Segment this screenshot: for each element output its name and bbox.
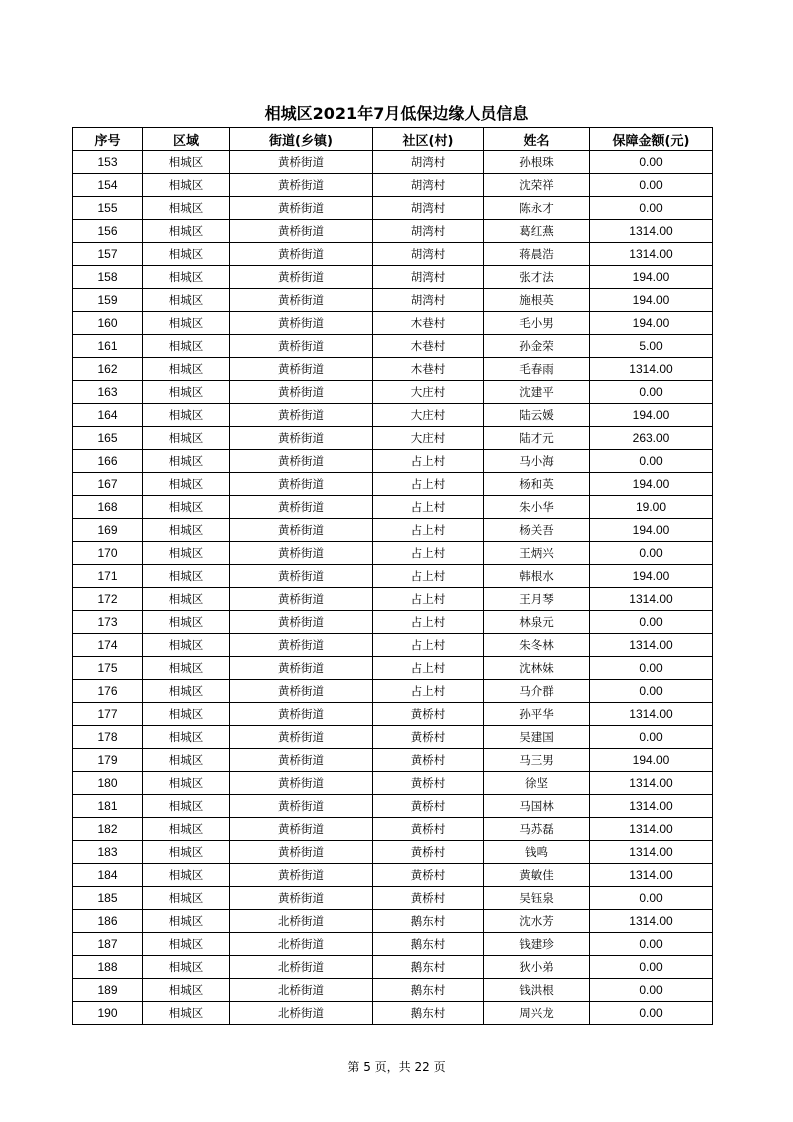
cell-region: 相城区: [143, 519, 230, 542]
cell-name: 周兴龙: [484, 1002, 590, 1025]
cell-name: 杨和英: [484, 473, 590, 496]
cell-community: 木巷村: [373, 335, 484, 358]
cell-community: 占上村: [373, 565, 484, 588]
cell-region: 相城区: [143, 450, 230, 473]
cell-street: 黄桥街道: [230, 841, 373, 864]
cell-community: 鹅东村: [373, 1002, 484, 1025]
table-row: [73, 519, 713, 542]
cell-region: 相城区: [143, 910, 230, 933]
table-row: [73, 841, 713, 864]
cell-name: 沈林妹: [484, 657, 590, 680]
cell-amount: 194.00: [590, 312, 713, 335]
cell-street: 黄桥街道: [230, 657, 373, 680]
cell-amount: 1314.00: [590, 841, 713, 864]
cell-community: 占上村: [373, 496, 484, 519]
cell-community: 占上村: [373, 657, 484, 680]
cell-region: 相城区: [143, 795, 230, 818]
cell-street: 北桥街道: [230, 933, 373, 956]
table-row: [73, 772, 713, 795]
table-row: [73, 243, 713, 266]
cell-region: 相城区: [143, 427, 230, 450]
cell-community: 木巷村: [373, 312, 484, 335]
cell-name: 毛春雨: [484, 358, 590, 381]
cell-name: 沈荣祥: [484, 174, 590, 197]
table-row: [73, 174, 713, 197]
cell-amount: 0.00: [590, 933, 713, 956]
cell-index: 183: [73, 841, 143, 864]
cell-region: 相城区: [143, 542, 230, 565]
cell-community: 鹅东村: [373, 933, 484, 956]
cell-amount: 5.00: [590, 335, 713, 358]
cell-region: 相城区: [143, 749, 230, 772]
cell-index: 155: [73, 197, 143, 220]
cell-community: 黄桥村: [373, 841, 484, 864]
cell-street: 北桥街道: [230, 979, 373, 1002]
cell-amount: 0.00: [590, 611, 713, 634]
table-row: [73, 818, 713, 841]
cell-region: 相城区: [143, 220, 230, 243]
cell-region: 相城区: [143, 611, 230, 634]
cell-community: 胡湾村: [373, 289, 484, 312]
cell-name: 马国林: [484, 795, 590, 818]
table-row: [73, 404, 713, 427]
cell-index: 161: [73, 335, 143, 358]
table-row: [73, 657, 713, 680]
cell-name: 林泉元: [484, 611, 590, 634]
cell-region: 相城区: [143, 588, 230, 611]
cell-name: 蒋晨浩: [484, 243, 590, 266]
cell-community: 黄桥村: [373, 703, 484, 726]
cell-name: 孙金荣: [484, 335, 590, 358]
cell-community: 黄桥村: [373, 749, 484, 772]
cell-street: 黄桥街道: [230, 335, 373, 358]
cell-name: 朱小华: [484, 496, 590, 519]
cell-index: 184: [73, 864, 143, 887]
cell-region: 相城区: [143, 887, 230, 910]
table-row: [73, 381, 713, 404]
cell-region: 相城区: [143, 772, 230, 795]
table-row: [73, 1002, 713, 1025]
column-header-community: 社区(村): [373, 128, 484, 151]
cell-index: 153: [73, 151, 143, 174]
cell-street: 黄桥街道: [230, 818, 373, 841]
cell-amount: 1314.00: [590, 220, 713, 243]
cell-street: 黄桥街道: [230, 220, 373, 243]
cell-name: 孙根珠: [484, 151, 590, 174]
cell-index: 164: [73, 404, 143, 427]
table-row: [73, 565, 713, 588]
cell-community: 占上村: [373, 611, 484, 634]
cell-index: 157: [73, 243, 143, 266]
table-row: [73, 956, 713, 979]
cell-street: 黄桥街道: [230, 680, 373, 703]
cell-amount: 194.00: [590, 473, 713, 496]
table-row: [73, 220, 713, 243]
cell-amount: 194.00: [590, 565, 713, 588]
cell-name: 张才法: [484, 266, 590, 289]
cell-amount: 0.00: [590, 197, 713, 220]
cell-region: 相城区: [143, 657, 230, 680]
cell-index: 181: [73, 795, 143, 818]
cell-region: 相城区: [143, 289, 230, 312]
cell-index: 159: [73, 289, 143, 312]
cell-street: 黄桥街道: [230, 289, 373, 312]
table-row: [73, 887, 713, 910]
cell-community: 黄桥村: [373, 726, 484, 749]
cell-index: 169: [73, 519, 143, 542]
cell-name: 沈建平: [484, 381, 590, 404]
cell-region: 相城区: [143, 565, 230, 588]
cell-community: 木巷村: [373, 358, 484, 381]
cell-index: 171: [73, 565, 143, 588]
cell-index: 162: [73, 358, 143, 381]
cell-street: 黄桥街道: [230, 795, 373, 818]
cell-street: 黄桥街道: [230, 703, 373, 726]
cell-amount: 0.00: [590, 151, 713, 174]
table-row: [73, 634, 713, 657]
table-row: [73, 335, 713, 358]
table-row: [73, 864, 713, 887]
cell-name: 徐坚: [484, 772, 590, 795]
table-row: [73, 312, 713, 335]
cell-amount: 0.00: [590, 542, 713, 565]
cell-community: 胡湾村: [373, 243, 484, 266]
cell-amount: 194.00: [590, 289, 713, 312]
table-row: [73, 933, 713, 956]
cell-index: 154: [73, 174, 143, 197]
cell-region: 相城区: [143, 174, 230, 197]
cell-amount: 0.00: [590, 726, 713, 749]
cell-amount: 194.00: [590, 519, 713, 542]
cell-community: 大庄村: [373, 381, 484, 404]
cell-name: 吴建国: [484, 726, 590, 749]
cell-region: 相城区: [143, 956, 230, 979]
cell-community: 鹅东村: [373, 979, 484, 1002]
cell-street: 黄桥街道: [230, 864, 373, 887]
cell-index: 175: [73, 657, 143, 680]
cell-region: 相城区: [143, 312, 230, 335]
table-row: [73, 542, 713, 565]
cell-index: 173: [73, 611, 143, 634]
cell-index: 166: [73, 450, 143, 473]
cell-amount: 1314.00: [590, 864, 713, 887]
cell-region: 相城区: [143, 473, 230, 496]
cell-region: 相城区: [143, 404, 230, 427]
table-row: [73, 197, 713, 220]
cell-name: 施根英: [484, 289, 590, 312]
cell-street: 黄桥街道: [230, 565, 373, 588]
cell-index: 188: [73, 956, 143, 979]
cell-street: 黄桥街道: [230, 450, 373, 473]
cell-community: 胡湾村: [373, 220, 484, 243]
cell-name: 韩根水: [484, 565, 590, 588]
cell-community: 占上村: [373, 473, 484, 496]
cell-community: 黄桥村: [373, 772, 484, 795]
cell-street: 黄桥街道: [230, 197, 373, 220]
cell-street: 黄桥街道: [230, 266, 373, 289]
table-row: [73, 703, 713, 726]
cell-region: 相城区: [143, 634, 230, 657]
cell-amount: 0.00: [590, 1002, 713, 1025]
cell-amount: 0.00: [590, 450, 713, 473]
cell-community: 黄桥村: [373, 887, 484, 910]
cell-street: 黄桥街道: [230, 312, 373, 335]
cell-community: 占上村: [373, 634, 484, 657]
cell-amount: 1314.00: [590, 772, 713, 795]
cell-amount: 0.00: [590, 657, 713, 680]
cell-street: 黄桥街道: [230, 887, 373, 910]
cell-index: 182: [73, 818, 143, 841]
cell-region: 相城区: [143, 703, 230, 726]
cell-index: 186: [73, 910, 143, 933]
table-row: [73, 979, 713, 1002]
cell-street: 黄桥街道: [230, 174, 373, 197]
cell-index: 156: [73, 220, 143, 243]
cell-name: 马苏磊: [484, 818, 590, 841]
cell-amount: 194.00: [590, 266, 713, 289]
cell-region: 相城区: [143, 335, 230, 358]
cell-street: 黄桥街道: [230, 243, 373, 266]
cell-name: 吴钰泉: [484, 887, 590, 910]
table-row: [73, 680, 713, 703]
cell-street: 北桥街道: [230, 1002, 373, 1025]
cell-amount: 1314.00: [590, 588, 713, 611]
cell-index: 172: [73, 588, 143, 611]
cell-index: 158: [73, 266, 143, 289]
cell-name: 钱建珍: [484, 933, 590, 956]
cell-name: 毛小男: [484, 312, 590, 335]
cell-amount: 0.00: [590, 174, 713, 197]
table-row: [73, 151, 713, 174]
cell-name: 王炳兴: [484, 542, 590, 565]
cell-street: 黄桥街道: [230, 542, 373, 565]
column-header-amount: 保障金额(元): [590, 128, 713, 151]
cell-name: 王月琴: [484, 588, 590, 611]
cell-index: 167: [73, 473, 143, 496]
cell-name: 马小海: [484, 450, 590, 473]
cell-street: 黄桥街道: [230, 749, 373, 772]
cell-amount: 19.00: [590, 496, 713, 519]
cell-index: 185: [73, 887, 143, 910]
column-header-index: 序号: [73, 128, 143, 151]
cell-community: 占上村: [373, 588, 484, 611]
cell-region: 相城区: [143, 726, 230, 749]
cell-community: 黄桥村: [373, 795, 484, 818]
cell-amount: 0.00: [590, 956, 713, 979]
cell-name: 钱洪根: [484, 979, 590, 1002]
cell-name: 朱冬林: [484, 634, 590, 657]
cell-community: 占上村: [373, 542, 484, 565]
cell-region: 相城区: [143, 841, 230, 864]
cell-index: 168: [73, 496, 143, 519]
cell-street: 北桥街道: [230, 956, 373, 979]
header-row: [73, 128, 713, 151]
cell-index: 178: [73, 726, 143, 749]
table-row: [73, 289, 713, 312]
cell-region: 相城区: [143, 496, 230, 519]
table-row: [73, 588, 713, 611]
cell-index: 190: [73, 1002, 143, 1025]
cell-name: 马介群: [484, 680, 590, 703]
cell-name: 狄小弟: [484, 956, 590, 979]
cell-name: 黄敏佳: [484, 864, 590, 887]
cell-index: 177: [73, 703, 143, 726]
cell-amount: 194.00: [590, 404, 713, 427]
cell-name: 钱鸣: [484, 841, 590, 864]
column-header-name: 姓名: [484, 128, 590, 151]
cell-street: 北桥街道: [230, 910, 373, 933]
column-header-street: 街道(乡镇): [230, 128, 373, 151]
cell-street: 黄桥街道: [230, 519, 373, 542]
document-title: 相城区2021年7月低保边缘人员信息: [264, 104, 529, 123]
table-row: [73, 450, 713, 473]
cell-street: 黄桥街道: [230, 427, 373, 450]
cell-name: 陈永才: [484, 197, 590, 220]
cell-amount: 0.00: [590, 887, 713, 910]
cell-region: 相城区: [143, 818, 230, 841]
cell-region: 相城区: [143, 680, 230, 703]
cell-community: 黄桥村: [373, 864, 484, 887]
cell-region: 相城区: [143, 864, 230, 887]
cell-region: 相城区: [143, 266, 230, 289]
cell-name: 杨关吾: [484, 519, 590, 542]
cell-community: 鹅东村: [373, 956, 484, 979]
cell-region: 相城区: [143, 979, 230, 1002]
cell-street: 黄桥街道: [230, 404, 373, 427]
cell-name: 陆云媛: [484, 404, 590, 427]
cell-index: 176: [73, 680, 143, 703]
cell-street: 黄桥街道: [230, 381, 373, 404]
table-row: [73, 795, 713, 818]
cell-index: 180: [73, 772, 143, 795]
cell-community: 胡湾村: [373, 266, 484, 289]
cell-index: 163: [73, 381, 143, 404]
cell-region: 相城区: [143, 243, 230, 266]
cell-index: 174: [73, 634, 143, 657]
cell-amount: 1314.00: [590, 910, 713, 933]
cell-name: 孙平华: [484, 703, 590, 726]
cell-street: 黄桥街道: [230, 634, 373, 657]
cell-community: 占上村: [373, 680, 484, 703]
cell-street: 黄桥街道: [230, 358, 373, 381]
cell-street: 黄桥街道: [230, 726, 373, 749]
table-row: [73, 726, 713, 749]
cell-amount: 1314.00: [590, 634, 713, 657]
cell-index: 187: [73, 933, 143, 956]
cell-street: 黄桥街道: [230, 496, 373, 519]
data-table: [72, 127, 713, 1025]
table-row: [73, 473, 713, 496]
cell-street: 黄桥街道: [230, 611, 373, 634]
cell-amount: 1314.00: [590, 795, 713, 818]
cell-amount: 1314.00: [590, 358, 713, 381]
cell-index: 170: [73, 542, 143, 565]
cell-amount: 1314.00: [590, 703, 713, 726]
cell-region: 相城区: [143, 1002, 230, 1025]
cell-community: 占上村: [373, 450, 484, 473]
cell-community: 胡湾村: [373, 151, 484, 174]
cell-name: 沈水芳: [484, 910, 590, 933]
cell-name: 葛红燕: [484, 220, 590, 243]
column-header-region: 区域: [143, 128, 230, 151]
cell-index: 165: [73, 427, 143, 450]
cell-community: 胡湾村: [373, 197, 484, 220]
cell-region: 相城区: [143, 358, 230, 381]
cell-region: 相城区: [143, 933, 230, 956]
table-row: [73, 358, 713, 381]
table-body: [73, 151, 713, 1025]
cell-region: 相城区: [143, 197, 230, 220]
cell-community: 大庄村: [373, 404, 484, 427]
table-row: [73, 749, 713, 772]
cell-name: 马三男: [484, 749, 590, 772]
cell-name: 陆才元: [484, 427, 590, 450]
cell-street: 黄桥街道: [230, 588, 373, 611]
cell-region: 相城区: [143, 381, 230, 404]
cell-region: 相城区: [143, 151, 230, 174]
table-row: [73, 496, 713, 519]
cell-amount: 0.00: [590, 381, 713, 404]
cell-index: 160: [73, 312, 143, 335]
cell-amount: 0.00: [590, 979, 713, 1002]
cell-community: 胡湾村: [373, 174, 484, 197]
cell-index: 179: [73, 749, 143, 772]
cell-amount: 194.00: [590, 749, 713, 772]
cell-index: 189: [73, 979, 143, 1002]
cell-community: 黄桥村: [373, 818, 484, 841]
table-row: [73, 910, 713, 933]
cell-amount: 263.00: [590, 427, 713, 450]
cell-street: 黄桥街道: [230, 151, 373, 174]
cell-community: 鹅东村: [373, 910, 484, 933]
cell-community: 大庄村: [373, 427, 484, 450]
table-row: [73, 427, 713, 450]
cell-street: 黄桥街道: [230, 772, 373, 795]
cell-street: 黄桥街道: [230, 473, 373, 496]
cell-amount: 1314.00: [590, 818, 713, 841]
cell-community: 占上村: [373, 519, 484, 542]
page-footer: 第 5 页，共 22 页: [347, 1060, 446, 1074]
cell-amount: 1314.00: [590, 243, 713, 266]
cell-amount: 0.00: [590, 680, 713, 703]
table-row: [73, 266, 713, 289]
table-row: [73, 611, 713, 634]
